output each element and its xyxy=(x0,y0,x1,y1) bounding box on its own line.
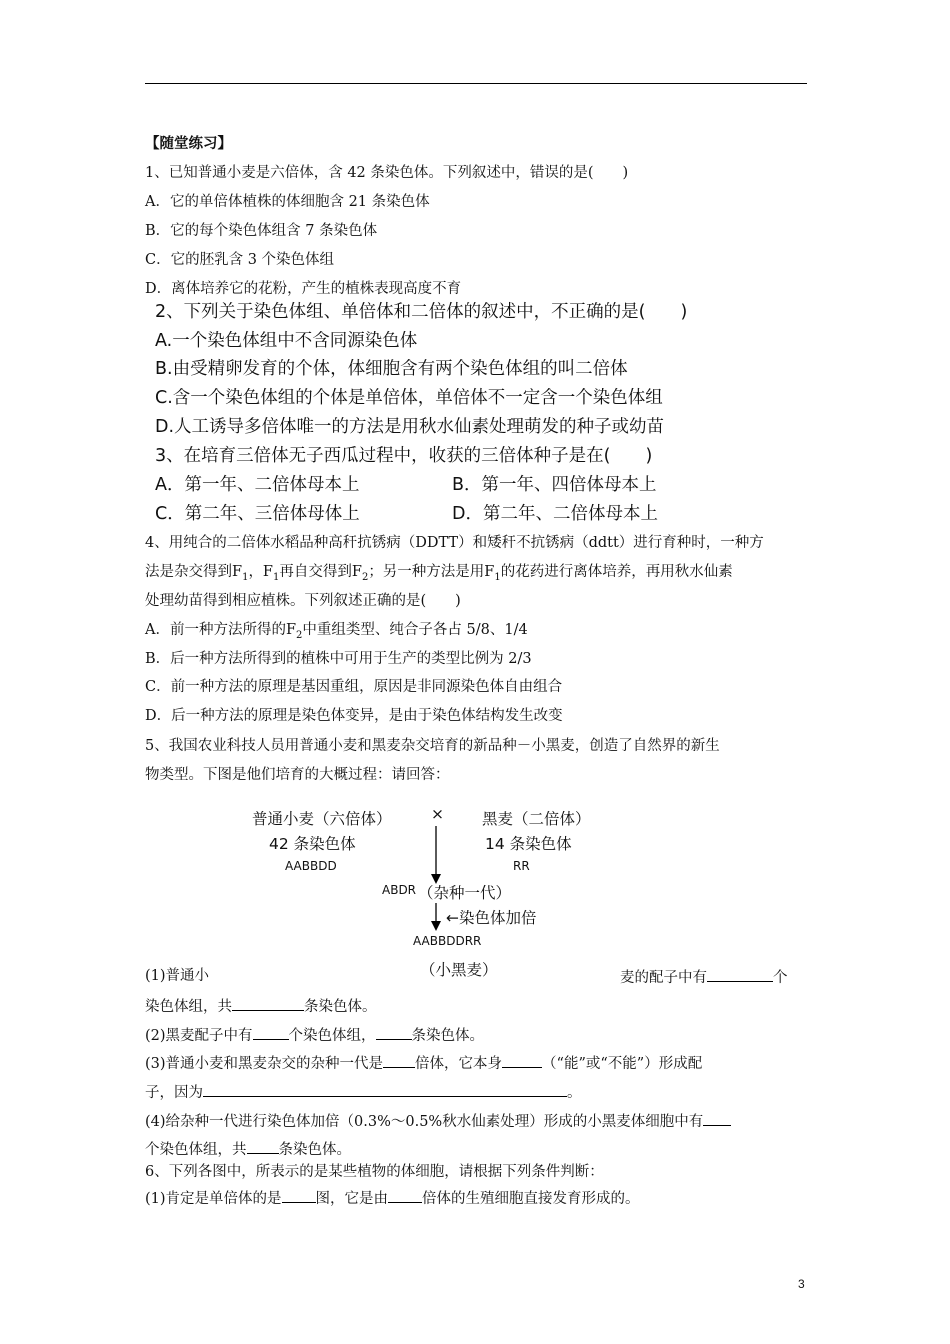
q5-sub4-line1: (4)给杂种一代进行染色体加倍（0.3%～0.5%秋水仙素处理）形成的小黑麦体细胞中有 xyxy=(145,1110,731,1132)
answer-blank[interactable] xyxy=(376,1024,412,1040)
q5-sub1-line1: (1)普通小 xyxy=(145,968,210,984)
answer-blank[interactable] xyxy=(703,1110,731,1126)
rye-label: 黑麦（二倍体） xyxy=(482,810,591,828)
q5-sub2: (2)黑麦配子中有 个染色体组， 条染色体。 xyxy=(145,1024,484,1046)
page-number: 3 xyxy=(798,1277,805,1291)
q1-option-a: A．它的单倍体植株的体细胞含 21 条染色体 xyxy=(145,194,430,210)
section-heading: 【随堂练习】 xyxy=(145,135,232,152)
q3-option-c: C．第二年、三倍体母体上 xyxy=(155,504,360,524)
answer-blank[interactable] xyxy=(247,1138,279,1154)
header-rule xyxy=(145,83,807,84)
q4-stem-line1: 4、用纯合的二倍体水稻品种高秆抗锈病（DDTT）和矮秆不抗锈病（ddtt）进行育种时，一种方 xyxy=(145,535,764,551)
answer-blank[interactable] xyxy=(253,1024,289,1040)
answer-blank[interactable] xyxy=(502,1052,542,1068)
f1-label: （杂种一代） xyxy=(418,884,512,902)
q1-option-d: D．离体培养它的花粉，产生的植株表现高度不育 xyxy=(145,281,462,297)
q3-option-a: A．第一年、二倍体母本上 xyxy=(155,475,360,495)
q2-stem: 2、下列关于染色体组、单倍体和二倍体的叙述中，不正确的是( ) xyxy=(155,302,688,322)
q5-sub3-line1: (3)普通小麦和黑麦杂交的杂种一代是 倍体，它本身 （“能”或“不能”）形成配 xyxy=(145,1052,702,1074)
q2-option-c: C.含一个染色体组的个体是单倍体，单倍体不一定含一个染色体组 xyxy=(155,388,663,408)
result-label: （小黑麦） xyxy=(420,961,498,979)
q3-option-b: B．第一年、四倍体母本上 xyxy=(452,475,657,495)
q5-sub4-line2: 个染色体组，共 条染色体。 xyxy=(145,1138,351,1160)
q3-stem: 3、在培育三倍体无子西瓜过程中，收获的三倍体种子是在( ) xyxy=(155,446,653,466)
q2-option-b: B.由受精卵发育的个体，体细胞含有两个染色体组的叫二倍体 xyxy=(155,359,628,379)
q6-stem: 6、下列各图中，所表示的是某些植物的体细胞，请根据下列条件判断： xyxy=(145,1164,604,1180)
q5-sub1-line2: 染色体组，共 条染色体。 xyxy=(145,995,377,1017)
cross-arrow xyxy=(428,826,444,886)
rye-chromosome-count: 14 条染色体 xyxy=(485,835,572,853)
q4-stem-line2: 法是杂交得到$F_1$，$F_1$再自交得到$F_2$；另一种方法是用$F_1$的花药进行离体培养，再用秋水仙素 xyxy=(145,564,733,583)
q5-sub1-line1-right: 麦的配子中有 个 xyxy=(620,966,788,988)
f1-genome: ABDR xyxy=(382,883,417,897)
q4-option-a: A．前一种方法所得的$F_2$中重组类型、纯合子各占 5/8、1/4 xyxy=(145,622,528,641)
q4-option-b: B．后一种方法所得到的植株中可用于生产的类型比例为 2/3 xyxy=(145,651,532,667)
q1-option-c: C．它的胚乳含 3 个染色体组 xyxy=(145,252,335,268)
answer-blank[interactable] xyxy=(282,1187,316,1203)
result-genome: AABBDDRR xyxy=(413,934,482,948)
q1-option-b: B．它的每个染色体组含 7 条染色体 xyxy=(145,223,378,239)
q4-stem-line3: 处理幼苗得到相应植株。下列叙述正确的是( ) xyxy=(145,593,461,609)
answer-blank[interactable] xyxy=(388,1187,422,1203)
answer-blank[interactable] xyxy=(203,1081,567,1097)
q4-option-c: C．前一种方法的原理是基因重组，原因是非同源染色体自由组合 xyxy=(145,679,563,695)
answer-blank[interactable] xyxy=(383,1052,415,1068)
q2-option-a: A.一个染色体组中不含同源染色体 xyxy=(155,331,418,351)
wheat-chromosome-count: 42 条染色体 xyxy=(269,835,356,853)
q6-sub1: (1)肯定是单倍体的是 图，它是由 倍体的生殖细胞直接发育形成的。 xyxy=(145,1187,640,1209)
q5-stem-line2: 物类型。下图是他们培育的大概过程：请回答： xyxy=(145,767,450,783)
q3-option-d: D．第二年、二倍体母本上 xyxy=(452,504,658,524)
answer-blank[interactable] xyxy=(707,966,773,982)
rye-genome: RR xyxy=(513,859,530,873)
doubling-label: ←染色体加倍 xyxy=(446,909,537,927)
q5-sub3-line2: 子，因为 。 xyxy=(145,1081,582,1103)
q2-option-d: D.人工诱导多倍体唯一的方法是用秋水仙素处理萌发的种子或幼苗 xyxy=(155,417,665,437)
wheat-label: 普通小麦（六倍体） xyxy=(252,810,392,828)
q1-stem: 1、已知普通小麦是六倍体，含 42 条染色体。下列叙述中，错误的是( ) xyxy=(145,165,629,181)
wheat-genome: AABBDD xyxy=(285,859,337,873)
q4-option-d: D．后一种方法的原理是染色体变异，是由于染色体结构发生改变 xyxy=(145,708,563,724)
cross-symbol: × xyxy=(431,805,444,823)
answer-blank[interactable] xyxy=(232,995,304,1011)
doubling-arrow xyxy=(428,903,444,933)
q5-stem-line1: 5、我国农业科技人员用普通小麦和黑麦杂交培育的新品种－小黑麦，创造了自然界的新生 xyxy=(145,738,720,754)
